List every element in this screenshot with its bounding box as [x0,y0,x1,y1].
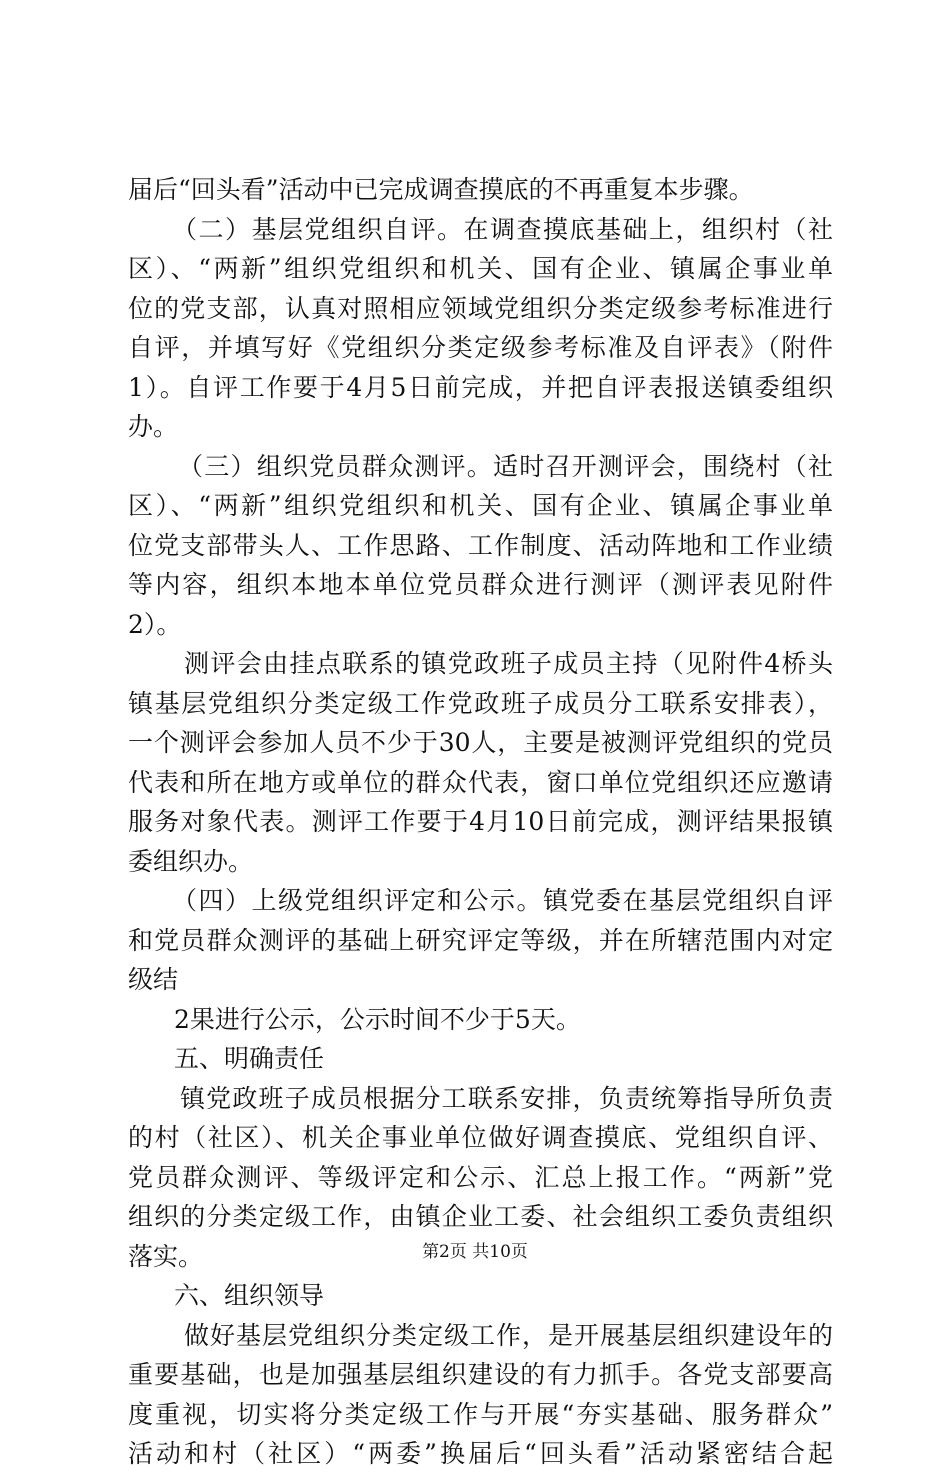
text-line: 服务对象代表。测评工作要于4月10日前完成，测评结果报镇 [128,807,833,836]
text-line: 活动和村（社区）“两委”换届后“回头看”活动紧密结合起 [128,1439,833,1468]
text-line: 届后“回头看”活动中已完成调查摸底的不再重复本步骤。 [128,175,754,204]
text-line: 五、明确责任 [174,1044,325,1073]
text-line: 重要基础，也是加强基层组织建设的有力抓手。各党支部要高 [128,1360,833,1389]
text-line: 测评会由挂点联系的镇党政班子成员主持（见附件4桥头 [184,649,833,678]
text-line: 的村（社区）、机关企事业单位做好调查摸底、党组织自评、 [128,1123,833,1152]
text-line: 和党员群众测评的基础上研究评定等级，并在所辖范围内对定 [128,925,833,955]
text-line: 镇党政班子成员根据分工联系安排，负责统筹指导所负责 [180,1083,833,1113]
text-line: （四）上级党组织评定和公示。镇党委在基层党组织自评 [172,886,833,915]
text-line: 等内容，组织本地本单位党员群众进行测评（测评表见附件 [128,570,833,599]
text-line: 2）。 [128,609,182,639]
text-line: 2果进行公示，公示时间不少于5天。 [174,1004,581,1034]
text-line: 区）、“两新”组织党组织和机关、国有企业、镇属企事业单 [128,491,833,520]
text-line: 1）。自评工作要于4月5日前完成，并把自评表报送镇委组织 [128,372,833,402]
text-line: 位党支部带头人、工作思路、工作制度、活动阵地和工作业绩 [128,530,833,560]
document-body [128,170,833,1474]
text-line: 办。 [128,412,179,441]
text-line: 自评，并填写好《党组织分类定级参考标准及自评表》（附件 [128,333,833,362]
text-line: 级结 [128,965,179,994]
text-line: 度重视，切实将分类定级工作与开展“夯实基础、服务群众” [128,1399,833,1429]
page-footer: 第2页 共10页 [422,1242,528,1262]
text-line: （三）组织党员群众测评。适时召开测评会，围绕村（社 [178,451,833,481]
text-line: 委组织办。 [128,846,254,876]
text-line: 落实。 [128,1241,204,1271]
text-line: 六、组织领导 [174,1281,325,1310]
text-line: （二）基层党组织自评。在调查摸底基础上，组织村（社 [172,214,833,244]
text-line: 做好基层党组织分类定级工作，是开展基层组织建设年的 [184,1320,833,1350]
text-line: 区）、“两新”组织党组织和机关、国有企业、镇属企事业单 [128,254,833,283]
text-line: 一个测评会参加人员不少于30人，主要是被测评党组织的党员 [128,728,833,757]
text-line: 位的党支部，认真对照相应领域党组织分类定级参考标准进行 [128,293,833,323]
text-line: 党员群众测评、等级评定和公示、汇总上报工作。“两新”党 [128,1162,833,1192]
text-line: 代表和所在地方或单位的群众代表，窗口单位党组织还应邀请 [128,767,833,797]
text-line: 组织的分类定级工作，由镇企业工委、社会组织工委负责组织 [128,1202,833,1231]
text-line: 镇基层党组织分类定级工作党政班子成员分工联系安排表）， [128,688,833,718]
